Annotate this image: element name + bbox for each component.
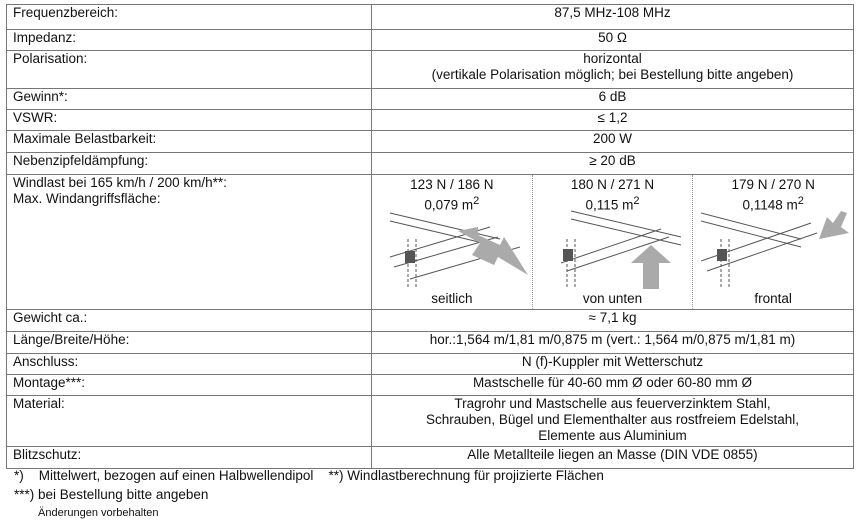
front-arrow-icon [819,211,849,239]
wind-values [372,175,854,310]
footnote-3: Änderungen vorbehalten [38,507,159,519]
footnote-2: ***) bei Bestellung bitte angeben [14,487,209,502]
row-label: Anschluss: [7,354,372,375]
row-label: Montage***: [7,375,372,396]
spec-row [7,310,854,332]
spec-row [7,131,854,153]
spec-row [7,354,854,375]
wind-col-front [693,175,853,309]
material-line-2: Schrauben, Bügel und Elementhalter aus rostfreiem Edelstahl, [426,412,799,427]
row-value: Mastschelle für 40-60 mm Ø oder 60-80 mm Ø [372,375,854,396]
wind-caption: von unten [582,291,643,306]
row-value: ≥ 20 dB [372,153,854,175]
spec-row [7,30,854,51]
up-arrow-icon [631,245,671,289]
row-value: ≈ 7,1 kg [372,310,854,332]
polarisation-main: horizontal [583,51,642,66]
row-label: Gewinn*: [7,89,372,110]
spec-row [7,5,854,30]
wind-label [7,175,372,310]
wind-row [7,175,854,310]
spec-row [7,153,854,175]
antenna-bottom-icon [541,209,691,289]
spec-row [7,110,854,131]
row-label: Frequenzbereich: [7,5,372,30]
wind-caption: seitlich [431,291,473,306]
row-label: Nebenzipfeldämpfung: [7,153,372,175]
row-label: Länge/Breite/Höhe: [7,332,372,354]
wind-force: 123 N / 186 N [410,177,494,192]
side-arrow-icon [458,227,528,275]
row-value: ≤ 1,2 [372,110,854,131]
row-label: VSWR: [7,110,372,131]
wind-area-label: Max. Windangriffsfläche: [13,191,161,206]
row-label: Polarisation: [7,51,372,89]
spec-table [6,4,854,469]
row-value: 6 dB [372,89,854,110]
antenna-side-icon [380,209,530,289]
wind-force: 179 N / 270 N [731,177,815,192]
row-value: Alle Metallteile liegen an Masse (DIN VDE 0855) [372,447,854,469]
spec-row [7,89,854,110]
wind-caption: frontal [754,291,792,306]
row-label: Material: [7,396,372,447]
row-value: 87,5 MHz-108 MHz [372,5,854,30]
material-line-1: Tragrohr und Mastschelle aus feuerverzinktem Stahl, [454,396,771,411]
wind-col-side [372,175,533,309]
polarisation-note: (vertikale Polarisation möglich; bei Bestellung bitte angeben) [431,67,794,82]
row-label: Maximale Belastbarkeit: [7,131,372,153]
row-label: Impedanz: [7,30,372,51]
wind-area: 0,079 $m^2$ [424,195,480,213]
wind-force: 180 N / 271 N [570,177,655,192]
spec-row [7,396,854,447]
row-label: Gewicht ca.: [7,310,372,332]
footnote-1: *) Mittelwert, bezogen auf einen Halbwellendipol **) Windlastberechnung für projizierte Flächen [14,468,604,483]
spec-row [7,375,854,396]
wind-area: 0,1148 $m^2$ [742,195,804,213]
antenna-front-icon [701,209,851,289]
wind-area: 0,115 $m^2$ [585,195,640,213]
row-value: N (f)-Kuppler mit Wetterschutz [372,354,854,375]
row-value [372,51,854,89]
row-label: Blitzschutz: [7,447,372,469]
wind-load-label: Windlast bei 165 km/h / 200 km/h**: [13,175,227,190]
row-value: hor.:1,564 m/1,81 m/0,875 m (vert.: 1,564 m/0,875 m/1,81 m) [372,332,854,354]
spec-row [7,332,854,354]
spec-row [7,51,854,89]
spec-row [7,447,854,469]
wind-col-bottom [533,175,694,309]
row-value [372,396,854,447]
material-line-3: Elemente aus Aluminium [538,428,687,443]
row-value: 50 Ω [372,30,854,51]
row-value: 200 W [372,131,854,153]
